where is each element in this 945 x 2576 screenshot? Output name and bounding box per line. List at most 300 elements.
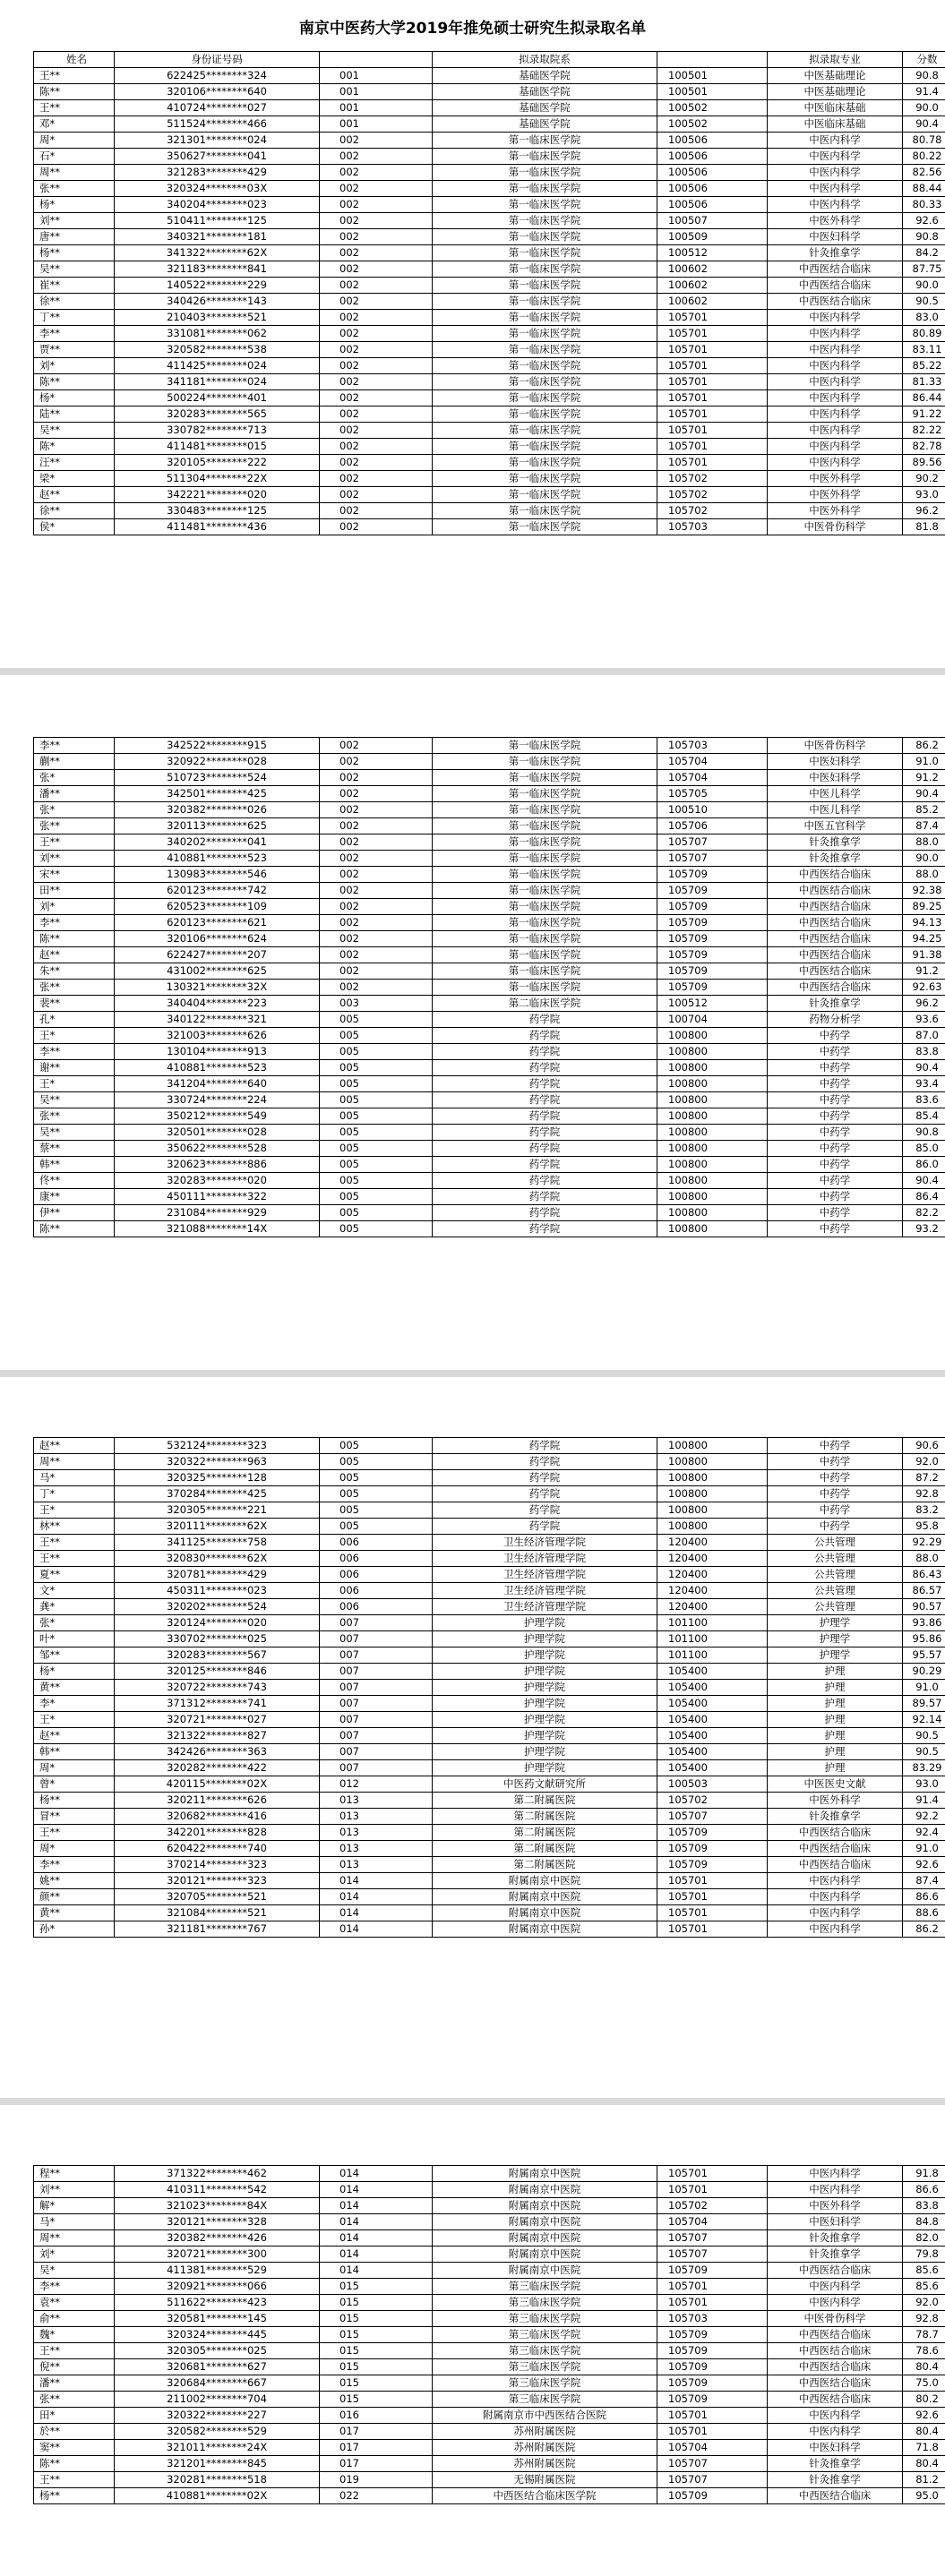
dept-code-cell: 002 [320,407,433,423]
table-row [34,68,945,84]
score-cell: 93.6 [903,1012,945,1028]
major-cell: 中医内科学 [768,1873,903,1889]
score-cell: 81.8 [903,519,945,535]
name-cell: 黄** [34,1905,115,1921]
major-cell: 中医内科学 [768,374,903,390]
score-cell: 71.8 [903,2440,945,2456]
name-cell: 程** [34,2166,115,2182]
major-code-cell: 105709 [657,915,768,931]
major-code-cell: 105707 [657,2472,768,2488]
id-number-cell: 340321********181 [115,229,320,245]
table-row [34,358,945,374]
department-cell: 苏州附属医院 [433,2440,657,2456]
score-cell: 91.2 [903,963,945,980]
score-cell: 92.29 [903,1535,945,1551]
name-cell: 韩** [34,1744,115,1760]
score-cell: 84.2 [903,245,945,261]
name-cell: 刘* [34,358,115,374]
major-cell: 中医内科学 [768,439,903,455]
table-row [34,1502,945,1519]
score-cell: 91.0 [903,1680,945,1696]
major-code-cell: 100800 [657,1173,768,1189]
dept-code-cell: 005 [320,1125,433,1141]
id-number-cell: 622427********207 [115,947,320,963]
score-cell: 92.6 [903,1857,945,1873]
id-number-cell: 620123********621 [115,915,320,931]
name-cell: 伊** [34,1205,115,1221]
department-cell: 药学院 [433,1470,657,1486]
table-row [34,1189,945,1205]
major-cell: 中医内科学 [768,455,903,471]
id-number-cell: 321183********841 [115,261,320,278]
name-cell: 李* [34,1696,115,1712]
major-cell: 中医临床基础 [768,116,903,133]
table-row [34,294,945,310]
table-row [34,1857,945,1873]
major-cell: 中医儿科学 [768,786,903,802]
id-number-cell: 341204********640 [115,1076,320,1092]
table-row [34,963,945,980]
dept-code-cell: 002 [320,947,433,963]
department-cell: 药学院 [433,1173,657,1189]
table-row [34,1744,945,1760]
table-row [34,980,945,996]
department-cell: 第一临床医学院 [433,963,657,980]
id-number-cell: 620523********109 [115,899,320,915]
dept-code-cell: 007 [320,1631,433,1647]
id-number-cell: 341322********62X [115,245,320,261]
id-number-cell: 320324********445 [115,2327,320,2343]
department-cell: 第二附属医院 [433,1857,657,1873]
id-number-cell: 330724********224 [115,1092,320,1108]
score-cell: 90.4 [903,116,945,133]
dept-code-cell: 007 [320,1680,433,1696]
dept-code-cell: 005 [320,1012,433,1028]
id-number-cell: 321011********24X [115,2440,320,2456]
major-code-cell: 105701 [657,455,768,471]
department-cell: 附属南京中医院 [433,1921,657,1938]
dept-code-cell: 014 [320,2263,433,2279]
department-cell: 第三临床医学院 [433,2375,657,2392]
table-row [34,2166,945,2182]
major-code-cell: 105707 [657,2247,768,2263]
major-code-cell: 100512 [657,996,768,1012]
score-cell: 82.2 [903,1205,945,1221]
major-cell: 公共管理 [768,1599,903,1615]
table-row [34,738,945,754]
dept-code-cell: 014 [320,2230,433,2247]
name-cell: 康** [34,1189,115,1205]
department-cell: 卫生经济管理学院 [433,1535,657,1551]
id-number-cell: 330483********125 [115,503,320,519]
department-cell: 第一临床医学院 [433,503,657,519]
major-cell: 中药学 [768,1028,903,1044]
table-row [34,931,945,947]
name-cell: 张* [34,770,115,786]
department-cell: 第一临床医学院 [433,899,657,915]
major-code-cell: 105701 [657,2279,768,2295]
id-number-cell: 431002********625 [115,963,320,980]
department-cell: 无锡附属医院 [433,2472,657,2488]
major-code-cell: 105707 [657,851,768,867]
department-cell: 第二附属医院 [433,1809,657,1825]
major-code-cell: 105709 [657,1857,768,1873]
name-cell: 张** [34,181,115,197]
table-row [34,2408,945,2424]
major-cell: 中医内科学 [768,1921,903,1938]
page-break-divider [0,668,945,675]
dept-code-cell: 002 [320,503,433,519]
dept-code-cell: 002 [320,487,433,503]
major-cell: 中医内科学 [768,133,903,149]
score-cell: 83.0 [903,310,945,326]
name-cell: 李** [34,2279,115,2295]
major-code-cell: 100502 [657,100,768,116]
name-cell: 刘* [34,2247,115,2263]
dept-code-cell: 001 [320,84,433,100]
name-cell: 吴** [34,1092,115,1108]
score-cell: 82.78 [903,439,945,455]
score-cell: 92.8 [903,2311,945,2327]
dept-code-cell: 016 [320,2408,433,2424]
major-code-cell: 100800 [657,1157,768,1173]
major-cell: 护理 [768,1760,903,1776]
department-cell: 第一临床医学院 [433,867,657,883]
major-cell: 中医内科学 [768,2408,903,2424]
score-cell: 91.4 [903,1793,945,1809]
major-code-cell: 105400 [657,1696,768,1712]
department-cell: 第一临床医学院 [433,439,657,455]
major-cell: 中医骨伤科学 [768,738,903,754]
table-row [34,2263,945,2279]
table-row [34,229,945,245]
department-cell: 第三临床医学院 [433,2359,657,2375]
table-row [34,310,945,326]
table-row [34,1535,945,1551]
name-cell: 杨** [34,245,115,261]
score-cell: 90.4 [903,1173,945,1189]
major-code-cell: 105701 [657,1873,768,1889]
dept-code-cell: 014 [320,1905,433,1921]
major-code-cell: 105702 [657,503,768,519]
name-cell: 吴* [34,2263,115,2279]
major-code-cell: 105701 [657,390,768,407]
department-cell: 第一临床医学院 [433,374,657,390]
major-code-cell: 105709 [657,931,768,947]
major-cell: 针灸推拿学 [768,2456,903,2472]
id-number-cell: 370214********323 [115,1857,320,1873]
department-cell: 第一临床医学院 [433,471,657,487]
name-cell: 裴** [34,996,115,1012]
score-cell: 92.6 [903,2408,945,2424]
major-code-cell: 101100 [657,1615,768,1631]
header-major-cell: 拟录取专业 [768,52,903,68]
table-row [34,2311,945,2327]
score-cell: 82.56 [903,165,945,181]
major-cell: 中西医结合临床 [768,867,903,883]
id-number-cell: 320106********640 [115,84,320,100]
score-cell: 88.44 [903,181,945,197]
dept-code-cell: 014 [320,2214,433,2230]
score-cell: 86.44 [903,390,945,407]
name-cell: 朱** [34,963,115,980]
department-cell: 第三临床医学院 [433,2327,657,2343]
score-cell: 83.6 [903,1092,945,1108]
department-cell: 第一临床医学院 [433,181,657,197]
score-cell: 88.0 [903,834,945,851]
header-score-cell: 分数 [903,52,945,68]
major-cell: 中西医结合临床 [768,2488,903,2504]
table-row [34,1631,945,1647]
major-cell: 中药学 [768,1205,903,1221]
dept-code-cell: 005 [320,1189,433,1205]
department-cell: 护理学院 [433,1744,657,1760]
table-row [34,1551,945,1567]
table-row [34,883,945,899]
major-cell: 中西医结合临床 [768,1825,903,1841]
major-cell: 中药学 [768,1076,903,1092]
id-number-cell: 410311********542 [115,2182,320,2198]
table-row [34,423,945,439]
department-cell: 药学院 [433,1141,657,1157]
id-number-cell: 350622********528 [115,1141,320,1157]
table-row [34,2440,945,2456]
id-number-cell: 320325********128 [115,1470,320,1486]
dept-code-cell: 014 [320,1889,433,1905]
table-row [34,1889,945,1905]
major-code-cell: 105706 [657,818,768,834]
dept-code-cell: 005 [320,1519,433,1535]
major-code-cell: 100800 [657,1486,768,1502]
department-cell: 第一临床医学院 [433,229,657,245]
major-cell: 中药学 [768,1108,903,1125]
table-row [34,390,945,407]
major-code-cell: 105705 [657,786,768,802]
major-code-cell: 100509 [657,229,768,245]
major-code-cell: 105701 [657,407,768,423]
major-code-cell: 105709 [657,2343,768,2359]
department-cell: 第一临床医学院 [433,851,657,867]
major-code-cell: 105702 [657,487,768,503]
score-cell: 90.5 [903,294,945,310]
major-cell: 中医内科学 [768,181,903,197]
major-cell: 中西医结合临床 [768,278,903,294]
major-cell: 中药学 [768,1157,903,1173]
score-cell: 85.22 [903,358,945,374]
table-row [34,899,945,915]
dept-code-cell: 015 [320,2375,433,2392]
score-cell: 86.57 [903,1583,945,1599]
id-number-cell: 320501********028 [115,1125,320,1141]
major-code-cell: 120400 [657,1535,768,1551]
major-cell: 中药学 [768,1044,903,1060]
major-code-cell: 100800 [657,1060,768,1076]
department-cell: 第三临床医学院 [433,2295,657,2311]
major-cell: 护理 [768,1712,903,1728]
table-row [34,1028,945,1044]
dept-code-cell: 002 [320,213,433,229]
department-cell: 第三临床医学院 [433,2311,657,2327]
score-cell: 90.8 [903,68,945,84]
id-number-cell: 410724********027 [115,100,320,116]
department-cell: 卫生经济管理学院 [433,1599,657,1615]
name-cell: 魏* [34,2327,115,2343]
table-row [34,439,945,455]
header-major-code-cell [657,52,768,68]
table-row [34,197,945,213]
score-cell: 87.75 [903,261,945,278]
department-cell: 药学院 [433,1044,657,1060]
score-cell: 86.6 [903,1889,945,1905]
table-row [34,519,945,535]
score-cell: 80.33 [903,197,945,213]
department-cell: 附属南京中医院 [433,2230,657,2247]
department-cell: 第一临床医学院 [433,883,657,899]
dept-code-cell: 002 [320,818,433,834]
dept-code-cell: 002 [320,851,433,867]
department-cell: 卫生经济管理学院 [433,1551,657,1567]
dept-code-cell: 014 [320,2198,433,2214]
table-row [34,1647,945,1664]
major-cell: 护理 [768,1696,903,1712]
department-cell: 附属南京中医院 [433,2198,657,2214]
score-cell: 90.8 [903,229,945,245]
major-code-cell: 105704 [657,2214,768,2230]
name-cell: 周** [34,2230,115,2247]
major-code-cell: 105701 [657,2408,768,2424]
department-cell: 第一临床医学院 [433,423,657,439]
table-row [34,1841,945,1857]
major-cell: 中医骨伤科学 [768,2311,903,2327]
id-number-cell: 500224********401 [115,390,320,407]
major-cell: 中医内科学 [768,1889,903,1905]
major-cell: 针灸推拿学 [768,1809,903,1825]
table-row [34,1793,945,1809]
table-row [34,1205,945,1221]
major-code-cell: 100800 [657,1454,768,1470]
name-cell: 蒯** [34,754,115,770]
header-department-cell: 拟录取院系 [433,52,657,68]
major-cell: 中西医结合临床 [768,2263,903,2279]
major-code-cell: 105400 [657,1664,768,1680]
name-cell: 杨** [34,1793,115,1809]
dept-code-cell: 002 [320,439,433,455]
major-cell: 中西医结合临床 [768,2327,903,2343]
id-number-cell: 330702********025 [115,1631,320,1647]
major-cell: 中西医结合临床 [768,963,903,980]
id-number-cell: 210403********521 [115,310,320,326]
score-cell: 80.89 [903,326,945,342]
major-code-cell: 120400 [657,1551,768,1567]
dept-code-cell: 006 [320,1551,433,1567]
id-number-cell: 321301********024 [115,133,320,149]
major-cell: 药物分析学 [768,1012,903,1028]
major-code-cell: 101100 [657,1647,768,1664]
department-cell: 第一临床医学院 [433,261,657,278]
name-cell: 王** [34,1551,115,1567]
name-cell: 冒** [34,1809,115,1825]
id-number-cell: 320922********028 [115,754,320,770]
major-code-cell: 100506 [657,181,768,197]
department-cell: 药学院 [433,1205,657,1221]
name-cell: 杨* [34,197,115,213]
major-code-cell: 100502 [657,116,768,133]
major-code-cell: 105701 [657,1921,768,1938]
dept-code-cell: 002 [320,197,433,213]
table-row [34,1776,945,1793]
id-number-cell: 320305********025 [115,2343,320,2359]
department-cell: 第一临床医学院 [433,310,657,326]
score-cell: 86.2 [903,1921,945,1938]
score-cell: 80.78 [903,133,945,149]
score-cell: 88.0 [903,1551,945,1567]
major-code-cell: 100800 [657,1502,768,1519]
department-cell: 第一临床医学院 [433,213,657,229]
score-cell: 92.0 [903,1454,945,1470]
major-cell: 中医临床基础 [768,100,903,116]
department-cell: 药学院 [433,1189,657,1205]
major-cell: 中药学 [768,1470,903,1486]
id-number-cell: 231084********929 [115,1205,320,1221]
score-cell: 83.8 [903,2198,945,2214]
id-number-cell: 342201********828 [115,1825,320,1841]
header-dept-code-cell [320,52,433,68]
department-cell: 药学院 [433,1125,657,1141]
name-cell: 陈** [34,931,115,947]
department-cell: 第一临床医学院 [433,915,657,931]
id-number-cell: 410881********02X [115,2488,320,2504]
name-cell: 邹** [34,1647,115,1664]
header-id-number-cell: 身份证号码 [115,52,320,68]
dept-code-cell: 002 [320,149,433,165]
dept-code-cell: 002 [320,963,433,980]
dept-code-cell: 002 [320,471,433,487]
name-cell: 周** [34,165,115,181]
name-cell: 潘** [34,2375,115,2392]
major-code-cell: 105709 [657,2488,768,2504]
score-cell: 91.22 [903,407,945,423]
score-cell: 83.29 [903,1760,945,1776]
dept-code-cell: 005 [320,1044,433,1060]
name-cell: 周* [34,1760,115,1776]
score-cell: 90.5 [903,1728,945,1744]
table-row [34,261,945,278]
id-number-cell: 342221********020 [115,487,320,503]
department-cell: 第一临床医学院 [433,770,657,786]
score-cell: 93.0 [903,487,945,503]
name-cell: 王** [34,68,115,84]
department-cell: 第一临床医学院 [433,407,657,423]
major-cell: 中西医结合临床 [768,2392,903,2408]
table-row [34,1696,945,1712]
major-cell: 中医内科学 [768,390,903,407]
dept-code-cell: 005 [320,1502,433,1519]
department-cell: 第一临床医学院 [433,326,657,342]
major-code-cell: 105709 [657,2327,768,2343]
major-cell: 中医内科学 [768,1905,903,1921]
major-cell: 公共管理 [768,1535,903,1551]
id-number-cell: 320283********567 [115,1647,320,1664]
dept-code-cell: 005 [320,1108,433,1125]
department-cell: 第一临床医学院 [433,802,657,818]
score-cell: 87.0 [903,1028,945,1044]
major-cell: 中医内科学 [768,423,903,439]
major-cell: 中西医结合临床 [768,294,903,310]
id-number-cell: 320582********538 [115,342,320,358]
table-row [34,2182,945,2198]
major-code-cell: 105702 [657,2198,768,2214]
major-code-cell: 105707 [657,2230,768,2247]
